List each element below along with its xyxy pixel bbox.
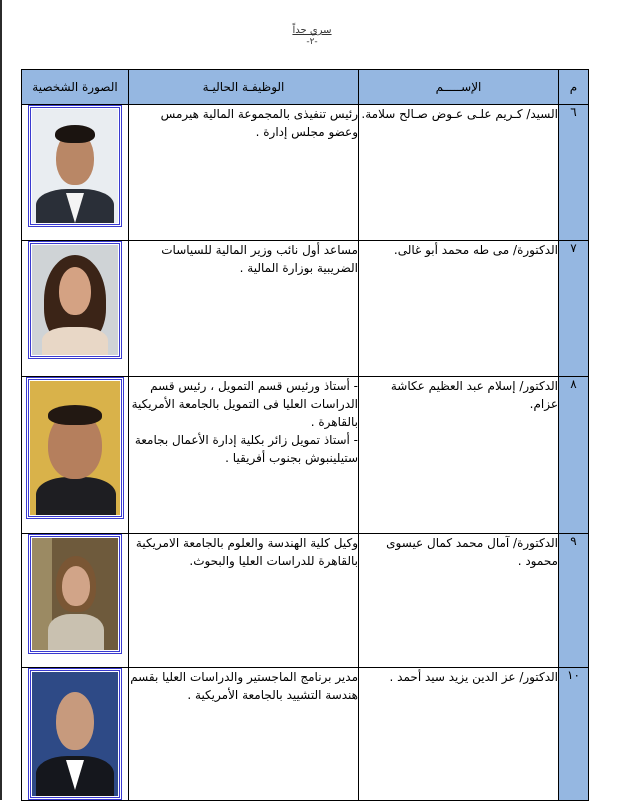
column-header-name: الإســـــم (359, 70, 559, 105)
photo-frame (28, 105, 122, 227)
column-header-photo: الصورة الشخصية (22, 70, 129, 105)
woman-portrait-photo (32, 245, 118, 355)
person-position (129, 534, 359, 668)
row-number: ٩ (559, 534, 589, 668)
position-line: - أستاذ تمويل زائر بكلية إدارة الأعمال بجامعة ستيلينبوش بجنوب أفريقيا . (134, 433, 358, 465)
person-position (129, 377, 359, 534)
photo-frame (28, 534, 122, 654)
person-name: السيد/ كـريم علـى عـوض صـالح سلامة. (359, 105, 559, 241)
column-header-position: الوظيفـة الحاليـة (129, 70, 359, 105)
person-position (129, 105, 359, 241)
table-row (22, 668, 589, 801)
table-row (22, 241, 589, 377)
person-name: الدكتور/ إسلام عبد العظيم عكاشة عزام. (359, 377, 559, 534)
column-header-num: م (559, 70, 589, 105)
person-position (129, 241, 359, 377)
person-name: الدكتور/ عز الدين يزيد سيد أحمد . (359, 668, 559, 801)
photo-frame (28, 241, 122, 359)
man-portrait-photo (32, 672, 118, 796)
woman-portrait-photo (32, 538, 118, 650)
position-line: مساعد أول نائب وزير المالية للسياسات الضريبية بوزارة المالية . (161, 243, 358, 275)
page-header (0, 24, 624, 48)
row-number: ٧ (559, 241, 589, 377)
table-row (22, 377, 589, 534)
table-row (22, 105, 589, 241)
position-line: - أستاذ ورئيس قسم التمويل ، رئيس قسم الدراسات العليا فى التمويل بالجامعة الأمريكية بالقاهرة . (131, 379, 358, 429)
person-position (129, 668, 359, 801)
members-table (21, 69, 589, 801)
man-portrait-photo (30, 381, 120, 515)
row-number: ١٠ (559, 668, 589, 801)
table-header-row (22, 70, 589, 105)
page-number: -٢- (306, 37, 318, 47)
page-left-border (0, 0, 2, 800)
position-line: وكيل كلية الهندسة والعلوم بالجامعة الامريكية بالقاهرة للدراسات العليا والبحوث. (135, 536, 358, 568)
position-line: مدير برنامج الماجستير والدراسات العليا بقسم هندسة التشييد بالجامعة الأمريكية . (130, 670, 358, 702)
photo-frame (26, 377, 124, 519)
table-row (22, 534, 589, 668)
classification-label: سري جداً (292, 25, 332, 36)
row-number: ٦ (559, 105, 589, 241)
man-portrait-photo (32, 109, 118, 223)
position-line: رئيس تنفيذى بالمجموعة المالية هيرمس وعضو مجلس إدارة . (160, 107, 358, 139)
row-number: ٨ (559, 377, 589, 534)
person-name: الدكتورة/ مى طه محمد أبو غالى. (359, 241, 559, 377)
photo-frame (28, 668, 122, 800)
person-name: الدكتورة/ آمال محمد كمال عيسوى محمود . (359, 534, 559, 668)
